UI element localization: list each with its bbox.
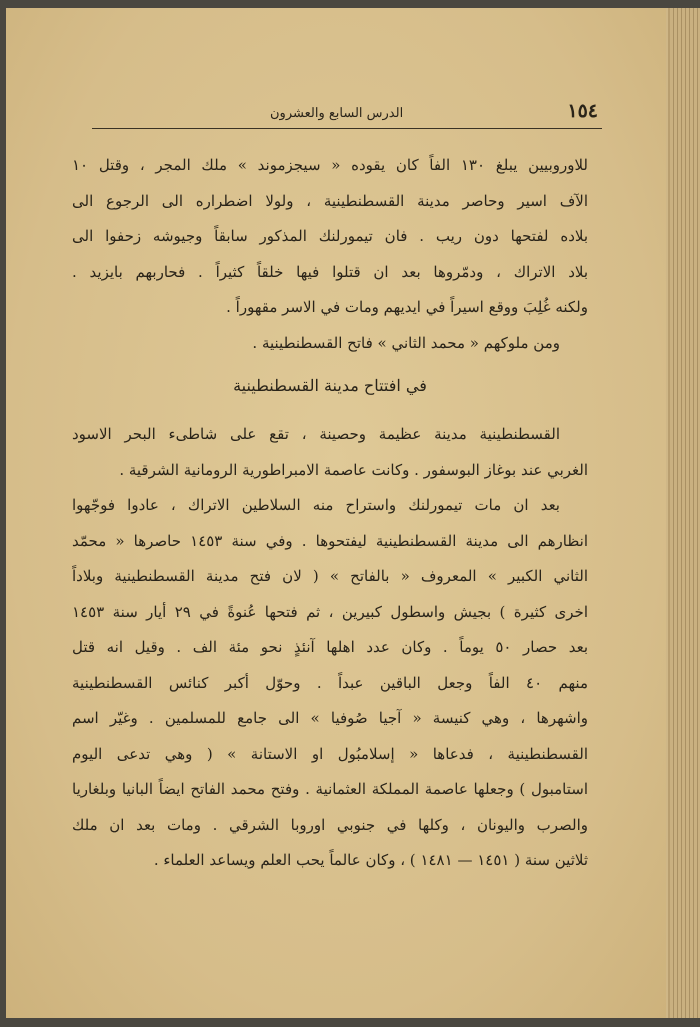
running-head: الدرس السابع والعشرون <box>270 106 404 121</box>
paragraph-2 <box>72 326 588 362</box>
text-line: الثاني الكبير » المعروف « بالفاتح » ( لان فتح مدينة القسطنطينية وبلاداً <box>72 567 588 585</box>
paragraph-4 <box>72 488 588 879</box>
text-line: الآف اسير وحاصر مدينة القسطنطينية ، ولولا اضطراره الى الرجوع الى <box>72 191 588 210</box>
text-line: القسطنطينية مدينة عظيمة وحصينة ، تقع على شاطىء البحر الاسود <box>72 425 560 443</box>
text-line: والصرب واليونان ، وكلها في جنوبي اوروبا الشرقي . ومات بعد ان ملك <box>72 815 588 834</box>
text-line: للاوروبيين يبلغ ١٣٠ الفاً كان يقوده « سيجزموند » ملك المجر ، وقتل ١٠ <box>72 156 588 174</box>
text-line: القسطنطينية ، فدعاها « إسلامبُول او الاستانة » ( وهي تدعى اليوم <box>72 744 588 763</box>
text-line: بعد ان مات تيمورلنك واستراح منه السلاطين الاتراك ، عادوا فوجّهوا <box>72 496 560 514</box>
text-line: استامبول ) وجعلها عاصمة المملكة العثمانية . وفتح محمد الفاتح ايضاً البانيا وبلغاريا <box>72 780 588 798</box>
page-header <box>92 100 602 129</box>
paragraph-1 <box>72 148 588 326</box>
paragraph-3 <box>72 417 588 488</box>
text-line: بلاده لفتحها دون ريب . فان تيمورلنك المذكور سابقاً وجيوشه زحفوا الى <box>72 227 588 245</box>
text-line: واشهرها ، وهي كنيسة « آجيا صُوفيا » الى جامع للمسلمين . وغيّر اسم <box>72 709 588 727</box>
body-text <box>72 148 588 879</box>
text-line: انظارهم الى مدينة القسطنطينية ليفتحوها . وفي سنة ١٤٥٣ حاصرها « محمّد <box>72 531 588 550</box>
text-line: اخرى كثيرة ) بجيش واسطول كبيرين ، ثم فتحها عُنوةً في ٢٩ أيار سنة ١٤٥٣ <box>72 602 588 621</box>
text-line: ومن ملوكهم « محمد الثاني » فاتح القسطنطينية . <box>252 333 560 352</box>
text-line: الغربي عند بوغاز البوسفور . وكانت عاصمة الامبراطورية الرومانية الشرقية . <box>119 460 588 479</box>
text-line: بعد حصار ٥٠ يوماً . وكان عدد اهلها آنئذٍ نحو مئة الف . وقيل انه قتل <box>72 638 588 656</box>
page-edges <box>666 8 700 1018</box>
text-line: ثلاثين سنة ( ١٤٥١ — ١٤٨١ ) ، وكان عالماً يحب العلم ويساعد العلماء . <box>153 851 588 869</box>
text-line: ولكنه غُلِبَ ووقع اسيراً في ايديهم ومات في الاسر مقهوراً . <box>226 298 588 316</box>
text-line: منهم ٤٠ الفاً وجعل الباقين عبداً . وحوّل أكبر كنائس القسطنطينية <box>72 673 588 692</box>
text-line: بلاد الاتراك ، ودمّروها بعد ان قتلوا فيها خلقاً كثيراً . فحاربهم بايزيد . <box>72 262 588 281</box>
book-page <box>6 8 666 1018</box>
page-number: ١٥٤ <box>567 100 598 122</box>
section-title: في افتتاح مدينة القسطنطينية <box>233 376 427 395</box>
